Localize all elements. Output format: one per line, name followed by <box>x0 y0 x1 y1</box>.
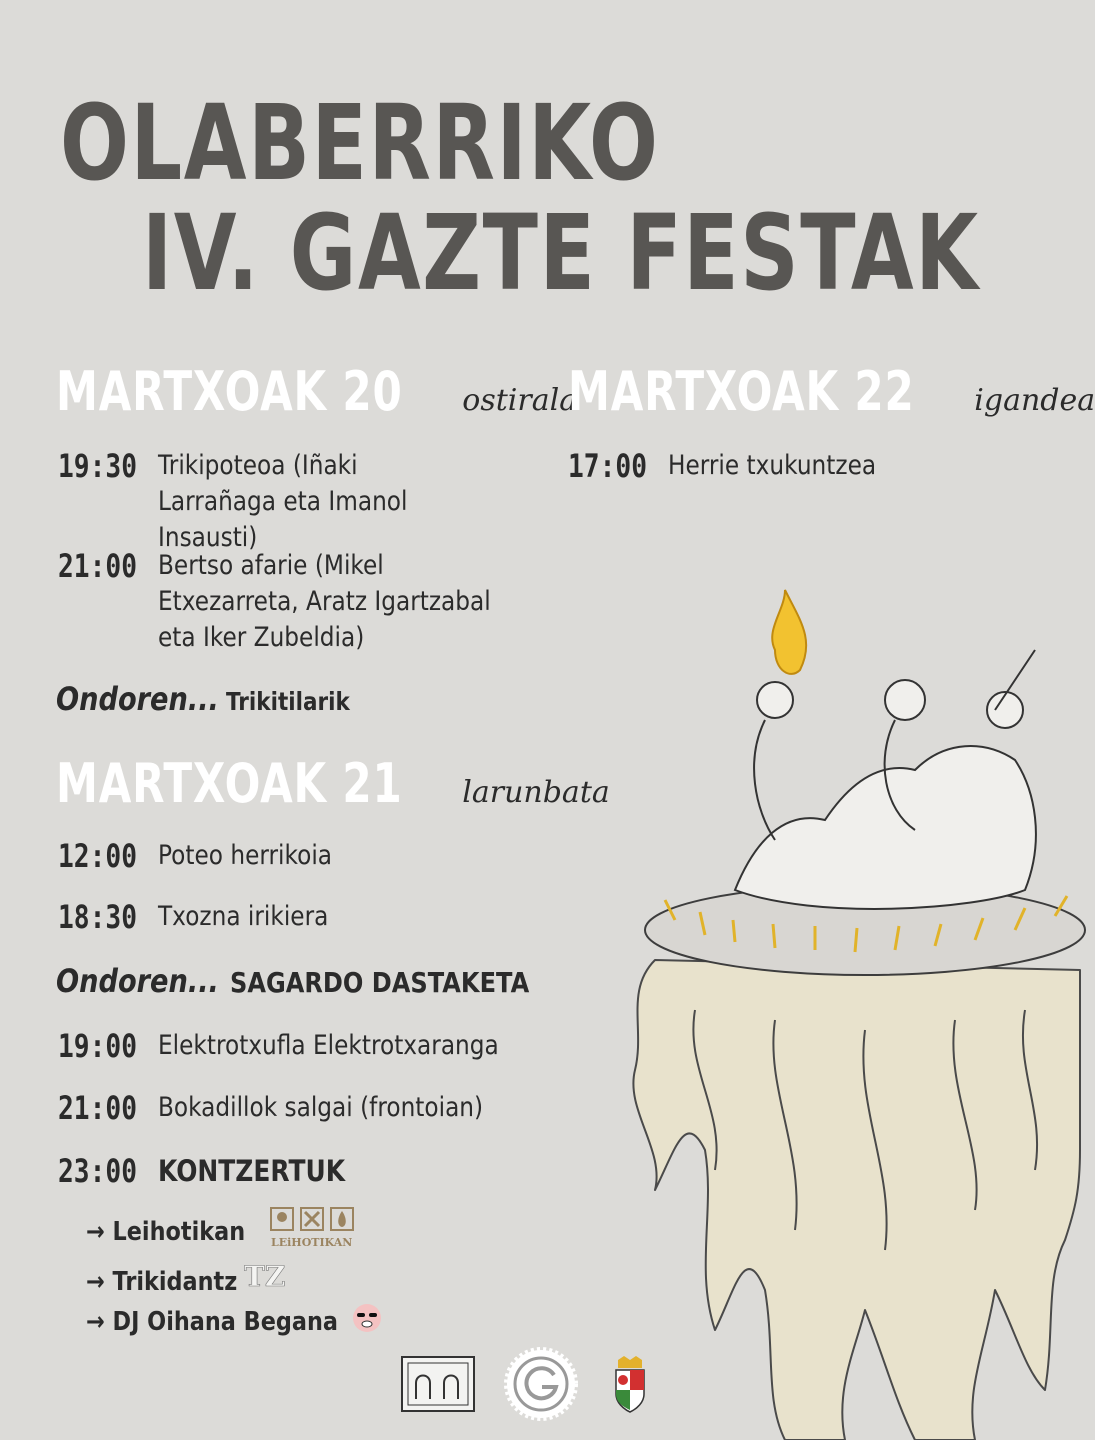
svg-text:LEiHOTIKAN: LEiHOTIKAN <box>271 1236 353 1249</box>
event-text: Bertso afarie (Mikel Etxezarreta, Aratz Igartzabal eta Iker Zubeldia) <box>158 550 491 653</box>
event-time: 12:00 <box>58 837 137 875</box>
event-text: Txozna irikiera <box>158 901 329 932</box>
day-header-sun <box>568 360 1095 423</box>
event-row <box>58 899 578 935</box>
event-row <box>58 1153 578 1189</box>
bonfire-illustration <box>615 590 1080 1440</box>
sun-g-logo <box>502 1345 580 1427</box>
event-time: 19:00 <box>58 1027 137 1065</box>
day-weekday: ostirala <box>462 383 578 418</box>
event-row <box>58 1028 578 1064</box>
sponsors-bar <box>400 1345 650 1427</box>
band-row <box>86 1206 363 1257</box>
coat-of-arms-logo <box>610 1354 650 1418</box>
event-text: KONTZERTUK <box>158 1154 346 1188</box>
event-time: 17:00 <box>568 447 647 485</box>
band-row <box>86 1256 284 1307</box>
leihotikan-logo-icon <box>267 1206 363 1257</box>
event-time: 21:00 <box>58 1089 137 1127</box>
event-row <box>58 448 528 556</box>
after-label: Ondoren... <box>56 680 219 718</box>
event-row <box>568 448 1028 484</box>
after-text: SAGARDO DASTAKETA <box>230 966 530 999</box>
event-text: Poteo herrikoia <box>158 840 333 871</box>
event-time: 21:00 <box>58 547 137 585</box>
event-time: 18:30 <box>58 898 137 936</box>
after-text: Trikitilarik <box>226 687 350 716</box>
day-date: MARTXOAK 21 <box>56 752 403 815</box>
face-icon <box>351 1302 383 1341</box>
event-time: 23:00 <box>58 1152 137 1190</box>
event-row <box>58 1090 578 1126</box>
band-name: → Leihotikan <box>86 1216 246 1247</box>
event-time: 19:30 <box>58 447 137 485</box>
event-text: Bokadillok salgai (frontoian) <box>158 1092 484 1123</box>
day-weekday: igandea <box>974 383 1095 418</box>
event-row <box>58 548 568 656</box>
event-row <box>58 838 578 874</box>
band-name: → Trikidantz <box>86 1266 238 1297</box>
title-line-2: IV. GAZTE FESTAK <box>142 192 980 314</box>
title-line-1: OLABERRIKO <box>60 82 660 204</box>
after-label: Ondoren... <box>56 962 219 1000</box>
day-header-fri <box>56 360 577 423</box>
band-row <box>86 1302 383 1341</box>
event-text: Herrie txukuntzea <box>668 450 877 481</box>
event-text: Trikipoteoa (Iñaki Larrañaga eta Imanol Insausti) <box>158 450 408 553</box>
trikidantz-logo-icon <box>240 1256 284 1307</box>
day-date: MARTXOAK 22 <box>568 360 915 423</box>
day-date: MARTXOAK 20 <box>56 360 403 423</box>
after-row <box>56 962 578 1000</box>
svg-text:TZ: TZ <box>243 1260 286 1293</box>
event-text: Elektrotxufla Elektrotxaranga <box>158 1030 499 1061</box>
day-header-sat <box>56 752 610 815</box>
stamp-logo <box>400 1355 476 1417</box>
after-row <box>56 680 370 718</box>
day-weekday: larunbata <box>462 775 610 810</box>
band-name: → DJ Oihana Begana <box>86 1306 338 1337</box>
